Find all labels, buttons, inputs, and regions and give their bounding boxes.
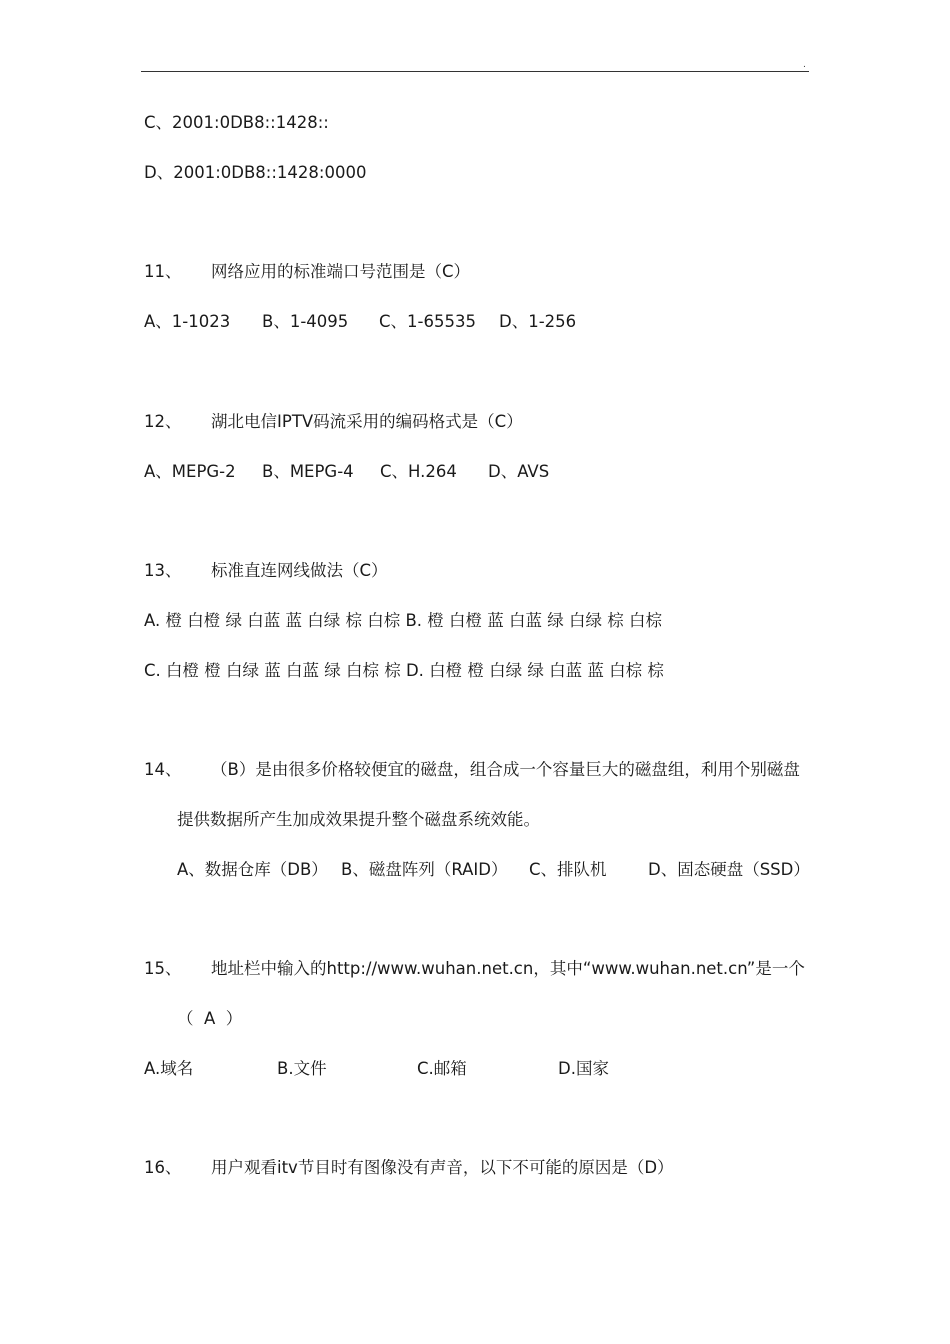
question-13-number: 13、 bbox=[144, 561, 182, 580]
question-11-option-d: D、1-256 bbox=[499, 312, 577, 331]
header-mark: . bbox=[803, 60, 806, 70]
question-15-option-a: A.域名 bbox=[144, 1059, 194, 1078]
question-15-option-d: D.国家 bbox=[558, 1059, 609, 1078]
question-15-option-c: C.邮箱 bbox=[417, 1059, 467, 1078]
header-rule bbox=[141, 71, 809, 72]
question-12-option-d: D、AVS bbox=[488, 462, 550, 481]
question-12-text: 湖北电信IPTV码流采用的编码格式是（C） bbox=[211, 412, 523, 431]
question-15-answer: （ A ） bbox=[177, 1009, 243, 1028]
question-14-option-a: A、数据仓库（DB） bbox=[177, 860, 328, 879]
question-12-option-c: C、H.264 bbox=[380, 462, 457, 481]
question-14-text: （B）是由很多价格较便宜的磁盘，组合成一个容量巨大的磁盘组，利用个别磁盘 bbox=[211, 760, 800, 779]
question-13-options-line-1: A. 橙 白橙 绿 白蓝 蓝 白绿 棕 白棕 B. 橙 白橙 蓝 白蓝 绿 白绿 棕 白棕 bbox=[144, 611, 662, 630]
question-12-option-a: A、MEPG-2 bbox=[144, 462, 236, 481]
option-d-prev: D、2001:0DB8::1428:0000 bbox=[144, 163, 367, 182]
question-14-number: 14、 bbox=[144, 760, 182, 779]
question-11-option-a: A、1-1023 bbox=[144, 312, 231, 331]
question-14-option-c: C、排队机 bbox=[529, 860, 607, 879]
question-15-text: 地址栏中输入的http://www.wuhan.net.cn，其中“www.wuhan.net.cn”是一个 bbox=[211, 959, 805, 978]
question-16-number: 16、 bbox=[144, 1158, 182, 1177]
question-14-option-b: B、磁盘阵列（RAID） bbox=[341, 860, 508, 879]
question-14-option-d: D、固态硬盘（SSD） bbox=[648, 860, 810, 879]
option-c-prev: C、2001:0DB8::1428:: bbox=[144, 113, 329, 132]
question-11-option-c: C、1-65535 bbox=[379, 312, 476, 331]
question-16-text: 用户观看itv节目时有图像没有声音，以下不可能的原因是（D） bbox=[211, 1158, 674, 1177]
question-13-options-line-2: C. 白橙 橙 白绿 蓝 白蓝 绿 白棕 棕 D. 白橙 橙 白绿 绿 白蓝 蓝 白棕 棕 bbox=[144, 661, 664, 680]
question-12-option-b: B、MEPG-4 bbox=[262, 462, 354, 481]
question-14-text-continued: 提供数据所产生加成效果提升整个磁盘系统效能。 bbox=[177, 810, 540, 829]
question-13-text: 标准直连网线做法（C） bbox=[211, 561, 388, 580]
question-11-option-b: B、1-4095 bbox=[262, 312, 349, 331]
question-15-number: 15、 bbox=[144, 959, 182, 978]
question-11-number: 11、 bbox=[144, 262, 182, 281]
question-11-text: 网络应用的标准端口号范围是（C） bbox=[211, 262, 471, 281]
question-12-number: 12、 bbox=[144, 412, 182, 431]
question-15-option-b: B.文件 bbox=[277, 1059, 327, 1078]
